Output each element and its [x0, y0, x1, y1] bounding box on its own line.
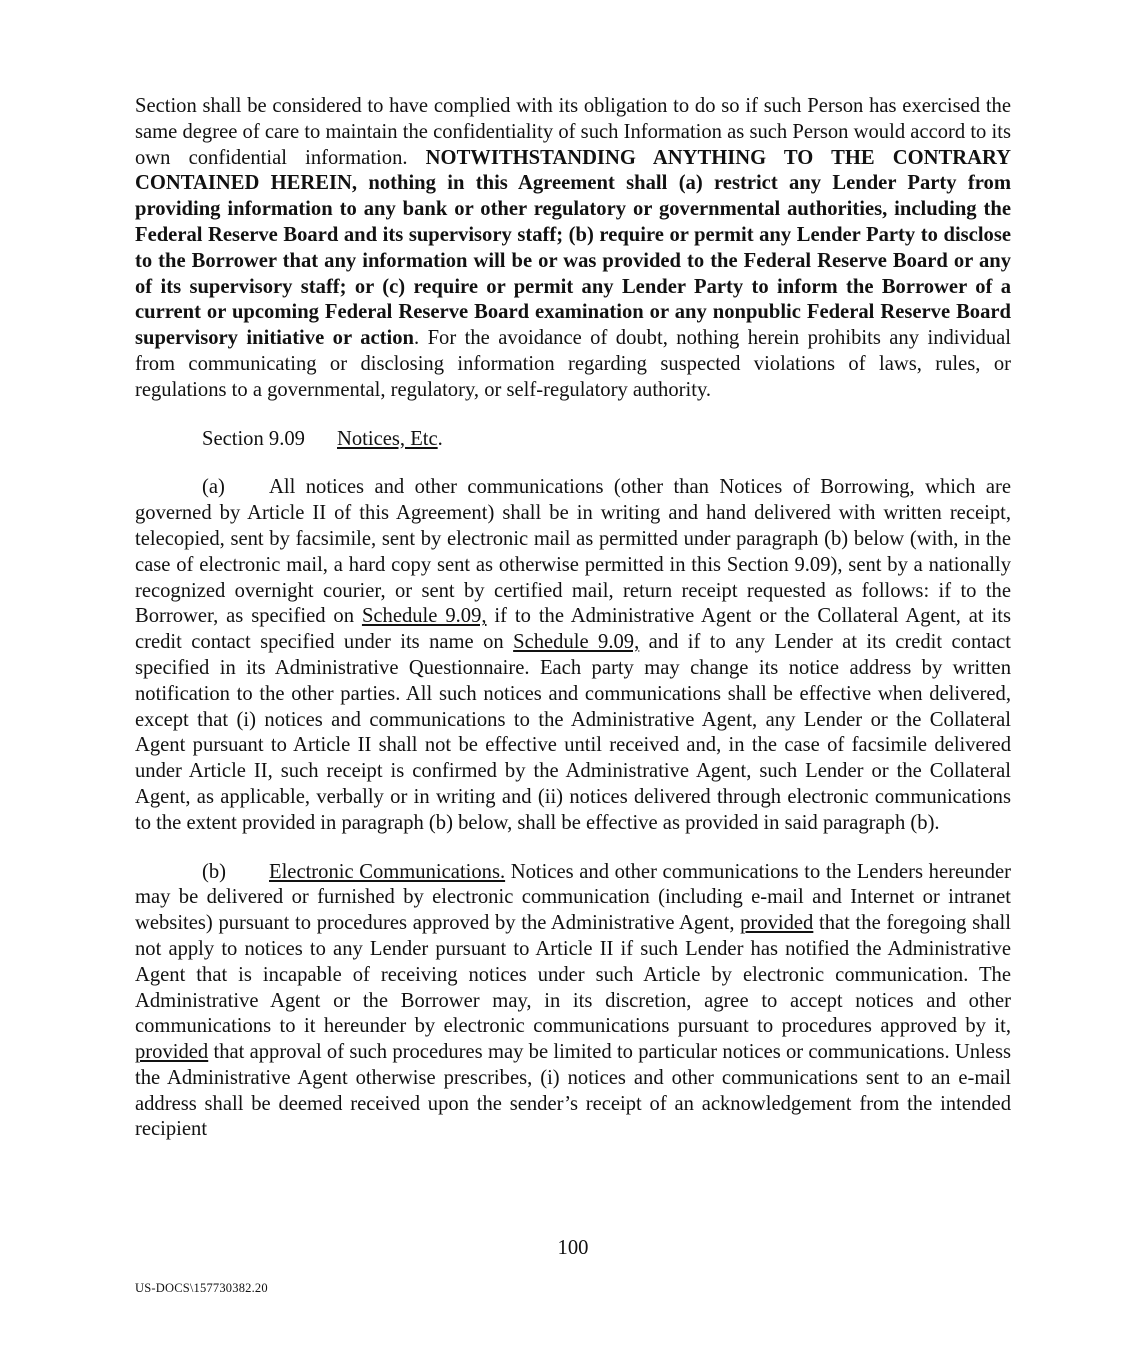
page-number: 100	[557, 1237, 589, 1259]
provided-term-2: provided	[135, 1041, 209, 1064]
schedule-reference-2: Schedule 9.09,	[513, 631, 640, 654]
paragraph-a-label: (a)	[202, 476, 225, 499]
paragraph-a-text-2: if to the Administrative Agent or the Collateral Agent, at its credit contact specified under its name on	[135, 605, 1011, 654]
notwithstanding-clause: NOTWITHSTANDING ANYTHING TO THE CONTRARY CONTAINED HEREIN, nothing in this Agreement shall (a) restrict any Lender Party from providing information to any bank or other regulatory or governmental authorities, including the Federal Reserve Board and its supervisory staff; (b) require or permit any Lender Party to disclose to the Borrower that any information will be or was provided to the Federal Reserve Board or any of its supervisory staff; or (c) require or permit any Lender Party to inform the Borrower of a current or upcoming Federal Reserve Board examination or any nonpublic Federal Reserve Board supervisory initiative or action	[135, 146, 1012, 350]
confidentiality-text-end: . For the avoidance of doubt, nothing herein prohibits any individual from communicating or disclosing information regarding suspected violations of laws, rules, or regulations to a governmental, regulatory, or self-regulatory authority.	[135, 327, 1011, 401]
section-number: Section 9.09	[202, 427, 305, 450]
electronic-communications-heading: Electronic Communications.	[269, 860, 506, 883]
provided-term-1: provided	[740, 912, 814, 935]
confidentiality-text-start: Section shall be considered to have complied with its obligation to do so if such Person has exercised the same degree of care to maintain the confidentiality of such Information as such Person would accord to its own confidential information.	[135, 95, 1011, 169]
paragraph-b-label: (b)	[202, 860, 227, 883]
section-title-period: .	[437, 427, 443, 450]
section-heading	[135, 427, 1011, 453]
paragraph-a-text-1: All notices and other communications (other than Notices of Borrowing, which are governed by Article II of this Agreement) shall be in writing and hand delivered with written receipt, telecopied, sent by facsimile, sent by electronic mail as permitted under paragraph (b) below (with, in the case of electronic mail, a hard copy sent as otherwise permitted in this Section 9.09), sent by a nationally recognized overnight courier, or sent by certified mail, return receipt requested as follows: if to the Borrower, as specified on	[135, 476, 1011, 628]
confidentiality-paragraph	[135, 94, 1011, 404]
paragraph-a-text-3: and if to any Lender at its credit contact specified in its Administrative Questionnaire. Each party may change its notice address by written notification to the other parties. All such notices and communications shall be effective when delivered, except that (i) notices and communications to the Administrative Agent, any Lender or the Collateral Agent pursuant to Article II shall not be effective until received and, in the case of facsimile delivered under Article II, such receipt is confirmed by the Administrative Agent, such Lender or the Collateral Agent, as applicable, verbally or in writing and (ii) notices delivered through electronic communications to the extent provided in paragraph (b) below, shall be effective as provided in said paragraph (b).	[135, 631, 1011, 834]
paragraph-b-text-1: Notices and other communications to the Lenders hereunder may be delivered or furnished by electronic communication (including e-mail and Internet or intranet websites) pursuant to procedures approved by the Administrative Agent,	[135, 860, 1011, 935]
document-id: US-DOCS\157730382.20	[135, 1281, 268, 1295]
paragraph-a	[135, 475, 1011, 836]
paragraph-b-text-3: that approval of such procedures may be limited to particular notices or communications. Unless the Administrative Agent otherwise prescribes, (i) notices and other communications sent to an e-mail address shall be deemed received upon the sender’s receipt of an acknowledgement from the intended recipient	[135, 1041, 1011, 1141]
schedule-reference-1: Schedule 9.09,	[361, 605, 487, 628]
section-title: Notices, Etc	[337, 427, 438, 450]
paragraph-b-text-2: that the foregoing shall not apply to notices to any Lender pursuant to Article II if such Lender has notified the Administrative Agent that is incapable of receiving notices under such Article by electronic communication. The Administrative Agent or the Borrower may, in its discretion, agree to accept notices and other communications to it hereunder by electronic communications pursuant to procedures approved by it,	[135, 912, 1011, 1038]
document-page	[135, 94, 1011, 1143]
paragraph-b	[135, 860, 1011, 1144]
